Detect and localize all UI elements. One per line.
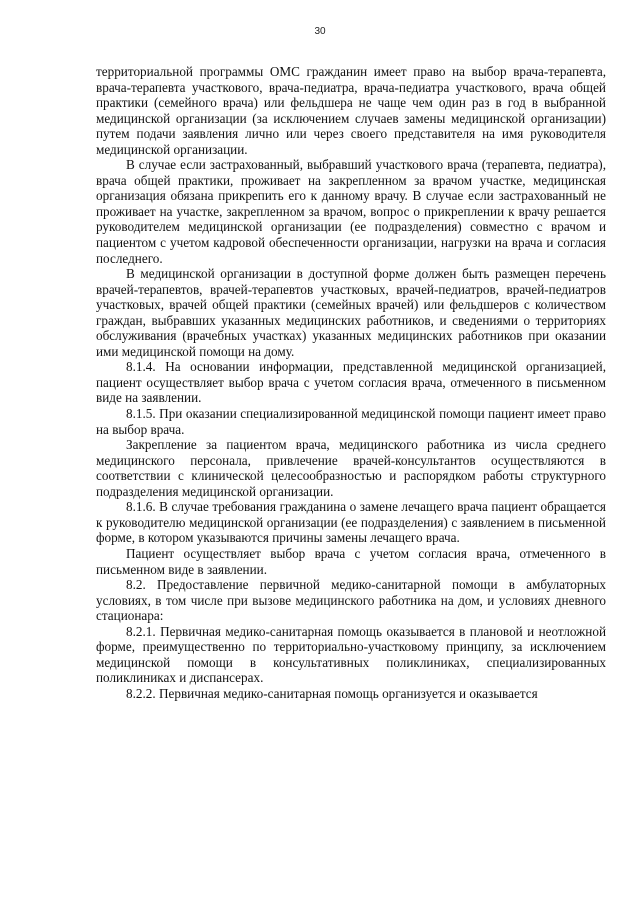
paragraph-2: В случае если застрахованный, выбравший участкового врача (терапевта, педиатра), врача общей практики, проживает на закрепленном за врачом участке, медицинская организация обязана прикрепить его к данному врачу. В случае если застрахованный не проживает на участке, закрепленном за врачом, вопрос о прикреплении к врачу решается руководителем медицинской организации (ее подразделения) совместно с врачом и пациентом с учетом кадровой обеспеченности организации, нагрузки на врача и согласия последнего. [96,157,606,266]
document-body [96,64,606,701]
paragraph-1: территориальной программы ОМС гражданин имеет право на выбор врача-терапевта, врача-терапевта участкового, врача-педиатра, врача-педиатра участкового, врача общей практики (семейного врача) или фельдшера не чаще чем один раз в год в выбранной медицинской организации (за исключением случаев замены медицинской организации) путем подачи заявления лично или через своего представителя на имя руководителя медицинской организации. [96,64,606,157]
paragraph-8: Пациент осуществляет выбор врача с учетом согласия врача, отмеченного в письменном виде в заявлении. [96,545,606,577]
paragraph-6: Закрепление за пациентом врача, медицинского работника из числа среднего медицинского персонала, привлечение врачей-консультантов осуществляются в соответствии с клинической целесообразностью и распорядком работы структурного подразделения медицинской организации. [96,437,606,499]
paragraph-7: 8.1.6. В случае требования гражданина о замене лечащего врача пациент обращается к руководителю медицинской организации (ее подразделения) с заявлением в письменной форме, в котором указываются причины замены лечащего врача. [96,499,606,546]
paragraph-3: В медицинской организации в доступной форме должен быть размещен перечень врачей-терапевтов, врачей-терапевтов участковых, врачей-педиатров, врачей-педиатров участковых, врачей общей практики (семейных врачей) или фельдшеров с количеством граждан, выбравших указанных медицинских работников, и сведениями о территориях обслуживания (врачебных участках) указанных медицинских работников при оказании ими медицинской помощи на дому. [96,266,606,359]
paragraph-5: 8.1.5. При оказании специализированной медицинской помощи пациент имеет право на выбор врача. [96,406,606,437]
paragraph-9: 8.2. Предоставление первичной медико-санитарной помощи в амбулаторных условиях, в том числе при вызове медицинского работника на дом, и условиях дневного стационара: [96,577,606,624]
paragraph-4: 8.1.4. На основании информации, представленной медицинской организацией, пациент осуществляет выбор врача с учетом согласия врача, отмеченного в письменном виде на заявлении. [96,359,606,406]
paragraph-10: 8.2.1. Первичная медико-санитарная помощь оказывается в плановой и неотложной форме, преимущественно по территориально-участковому принципу, за исключением медицинской помощи в консультативных поликлиниках, специализированных поликлиниках и диспансерах. [96,623,606,686]
paragraph-11: 8.2.2. Первичная медико-санитарная помощь организуется и оказывается [126,685,538,701]
page-number: 30 [314,26,326,37]
